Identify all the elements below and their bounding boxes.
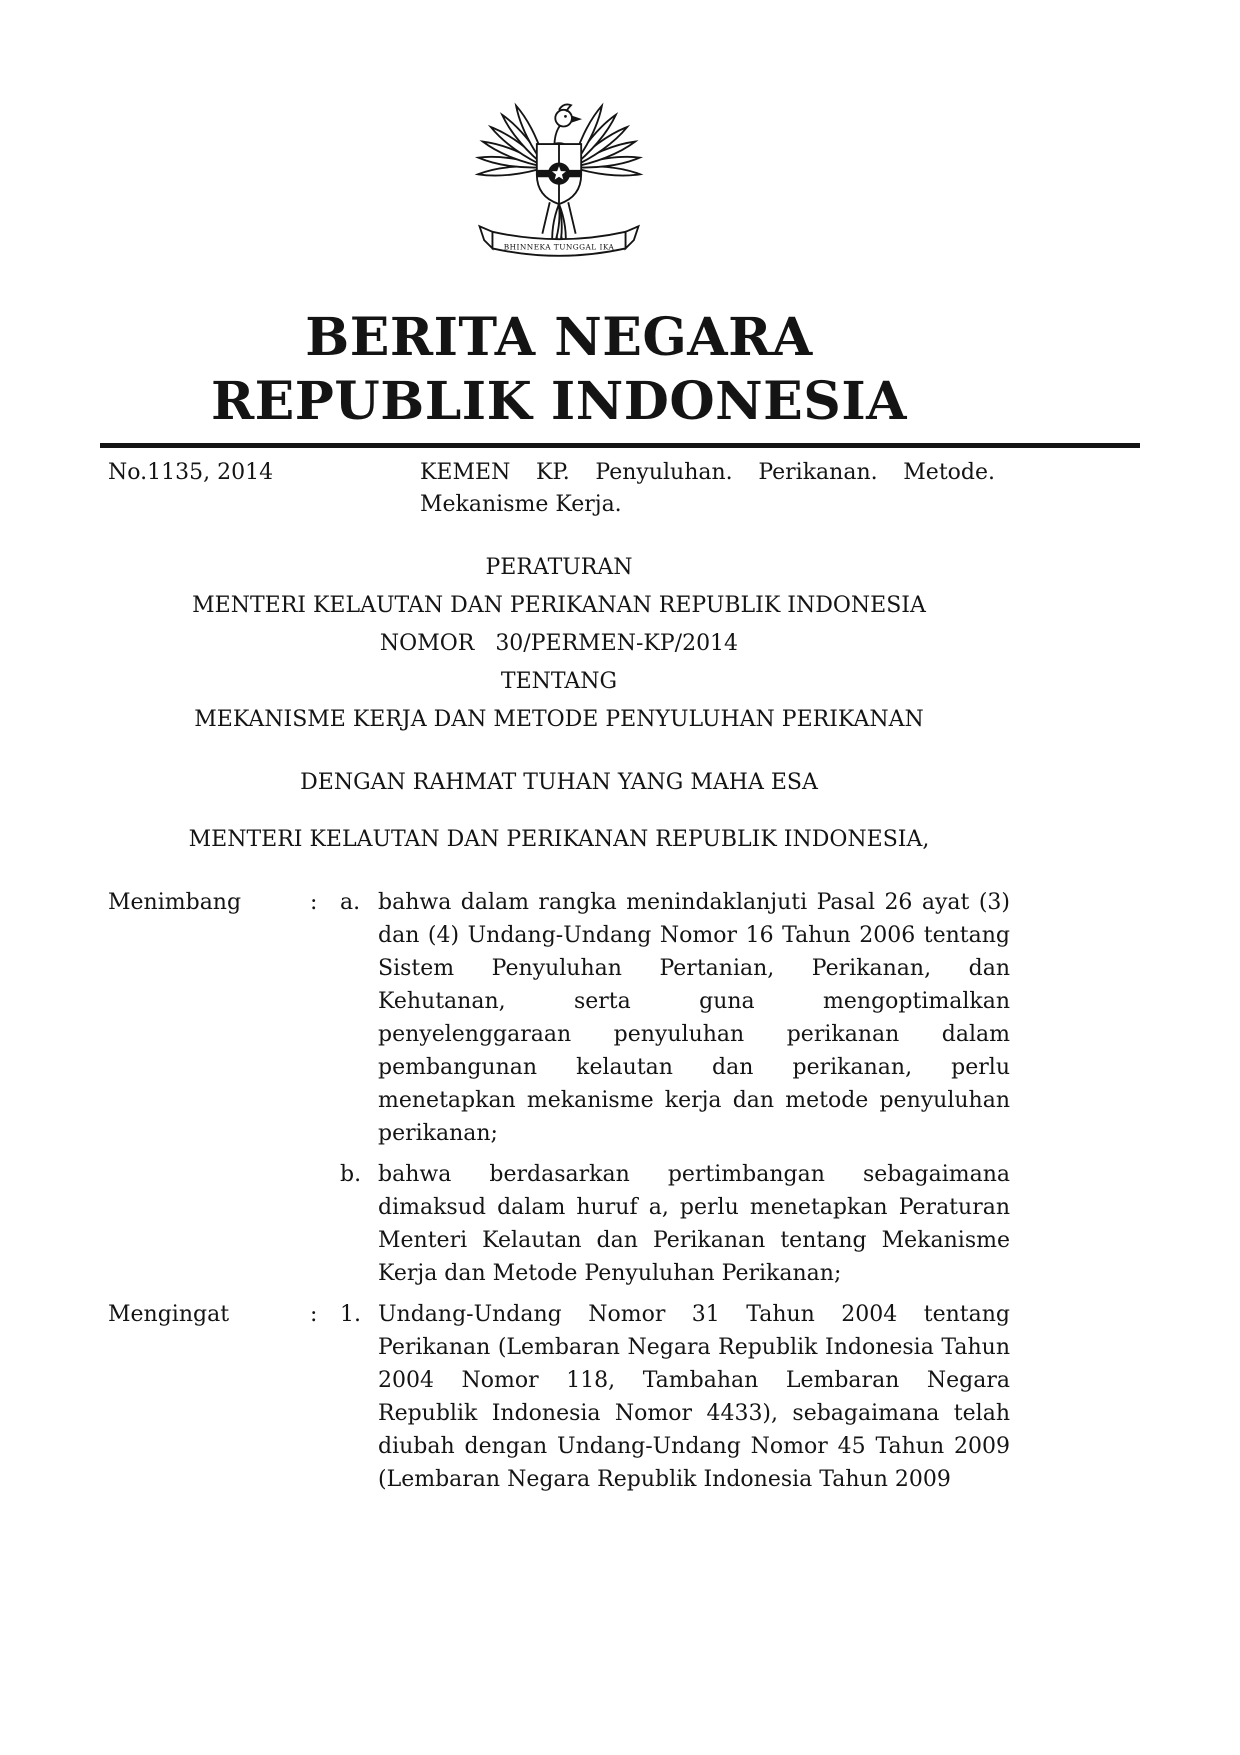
document-content [108, 0, 1010, 1496]
clause-mengingat-1 [108, 1298, 1010, 1496]
regulation-subject: MEKANISME KERJA DAN METODE PENYULUHAN PERIKANAN [194, 706, 924, 732]
peraturan-label: PERATURAN [485, 554, 633, 580]
clause-text: Undang-Undang Nomor 31 Tahun 2004 tentang Perikanan (Lembaran Negara Republik Indonesia Tahun 2004 Nomor 118, Tambahan Lembaran Negara Republik Indonesia Nomor 4433), sebagaimana telah diubah dengan Undang-Undang Nomor 45 Tahun 2009 (Lembaran Negara Republik Indonesia Tahun 2009 [378, 1301, 1010, 1492]
gazette-subject: KEMEN KP. Penyuluhan. Perikanan. Metode. Mekanisme Kerja. [420, 459, 995, 517]
clause-colon: : [310, 1301, 318, 1327]
emblem-motto: BHINNEKA TUNGGAL IKA [503, 242, 615, 252]
clause-marker: 1. [340, 1301, 361, 1327]
clause-marker: a. [340, 889, 361, 915]
gazette-masthead-title [108, 306, 1010, 435]
gazette-number: No.1135, 2014 [108, 459, 274, 485]
clause-menimbang-a [108, 886, 1010, 1150]
masthead-rule [100, 443, 1140, 448]
banner-left-curl [480, 226, 493, 248]
invocation-line: DENGAN RAHMAT TUHAN YANG MAHA ESA [300, 769, 818, 795]
clause-label: Menimbang [108, 889, 242, 915]
clause-colon: : [310, 889, 318, 915]
gazette-header-row [108, 457, 1010, 521]
regulation-heading [108, 549, 1010, 739]
clause-text: bahwa berdasarkan pertimbangan sebagaimana dimaksud dalam huruf a, perlu menetapkan Peraturan Menteri Kelautan dan Perikanan tentang Mekanisme Kerja dan Metode Penyuluhan Perikanan; [378, 1161, 1010, 1286]
garuda-pancasila-emblem [474, 86, 644, 276]
minister-title: MENTERI KELAUTAN DAN PERIKANAN REPUBLIK INDONESIA [192, 592, 926, 618]
authority-line: MENTERI KELAUTAN DAN PERIKANAN REPUBLIK INDONESIA, [188, 826, 930, 852]
garuda-emblem-graphic [474, 86, 644, 276]
preamble-clauses [108, 886, 1010, 1496]
banner-right-curl [626, 226, 639, 248]
regulation-number: NOMOR 30/PERMEN-KP/2014 [379, 630, 739, 656]
clause-menimbang-b [108, 1158, 1010, 1290]
gazette-title-line1: BERITA NEGARA [305, 307, 813, 368]
clause-label-spacer [108, 1158, 310, 1290]
clause-marker: b. [340, 1161, 362, 1187]
gazette-title-line2: REPUBLIK INDONESIA [210, 371, 908, 433]
clause-colon-spacer [310, 1158, 340, 1290]
tentang-label: TENTANG [500, 668, 618, 694]
clause-text: bahwa dalam rangka menindaklanjuti Pasal 26 ayat (3) dan (4) Undang-Undang Nomor 16 Tahun 2006 tentang Sistem Penyuluhan Pertanian, Perikanan, dan Kehutanan, serta guna mengoptimalkan penyelenggaraan penyuluhan perikanan dalam pembangunan kelautan dan perikanan, perlu menetapkan mekanisme kerja dan metode penyuluhan perikanan; [378, 889, 1010, 1146]
clause-label: Mengingat [108, 1301, 230, 1327]
